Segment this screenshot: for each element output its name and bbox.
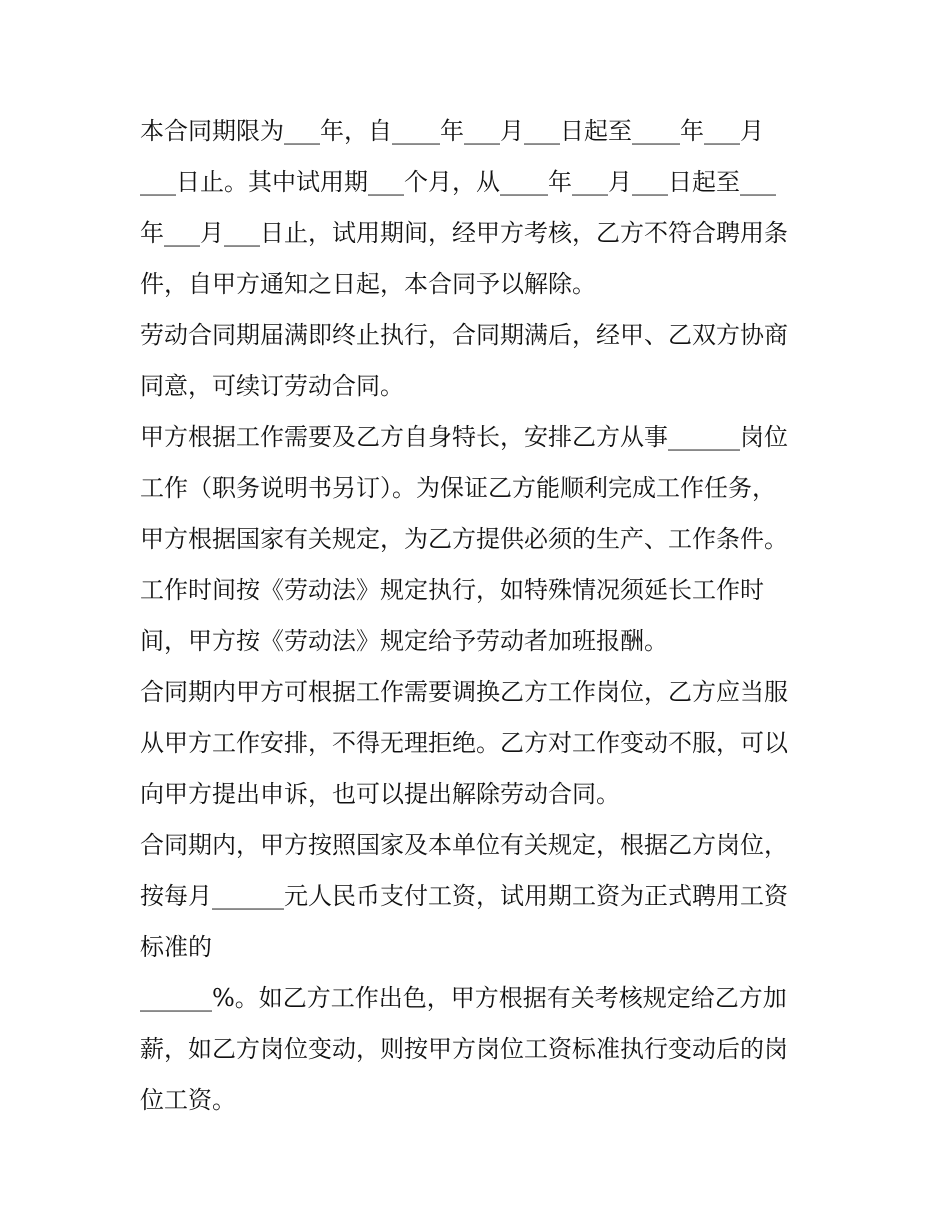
text-line-4: 件，自甲方通知之日起，本合同予以解除。 <box>140 270 596 298</box>
contract-body-text <box>140 106 812 1126</box>
text-line-8: 工作（职务说明书另订）。为保证乙方能顺利完成工作任务， <box>140 474 776 502</box>
text-line-20: 位工资。 <box>140 1086 236 1114</box>
text-line-14: 向甲方提出申诉，也可以提出解除劳动合同。 <box>140 780 620 808</box>
text-line-17: 标准的 <box>140 933 212 961</box>
text-line-12: 合同期内甲方可根据工作需要调换乙方工作岗位，乙方应当服 <box>140 678 788 706</box>
text-line-16: 按每月______元人民币支付工资，试用期工资为正式聘用工资 <box>140 882 788 910</box>
text-line-18: ______%。如乙方工作出色，甲方根据有关考核规定给乙方加 <box>140 984 787 1012</box>
text-line-3: 年___月___日止，试用期间，经甲方考核，乙方不符合聘用条 <box>140 219 788 247</box>
text-line-6: 同意，可续订劳动合同。 <box>140 372 404 400</box>
text-line-11: 间，甲方按《劳动法》规定给予劳动者加班报酬。 <box>140 627 668 655</box>
text-line-2: ___日止。其中试用期___个月，从____年___月___日起至___ <box>140 168 776 196</box>
text-line-7: 甲方根据工作需要及乙方自身特长，安排乙方从事______岗位 <box>140 423 788 451</box>
text-line-10: 工作时间按《劳动法》规定执行，如特殊情况须延长工作时 <box>140 576 764 604</box>
text-line-15: 合同期内，甲方按照国家及本单位有关规定，根据乙方岗位， <box>140 831 788 859</box>
text-line-1: 本合同期限为___年，自____年___月___日起至____年___月 <box>140 117 764 145</box>
text-line-9: 甲方根据国家有关规定，为乙方提供必须的生产、工作条件。 <box>140 525 788 553</box>
text-line-19: 薪，如乙方岗位变动，则按甲方岗位工资标准执行变动后的岗 <box>140 1035 788 1063</box>
text-line-5: 劳动合同期届满即终止执行，合同期满后，经甲、乙双方协商 <box>140 321 788 349</box>
text-line-13: 从甲方工作安排，不得无理拒绝。乙方对工作变动不服，可以 <box>140 729 788 757</box>
